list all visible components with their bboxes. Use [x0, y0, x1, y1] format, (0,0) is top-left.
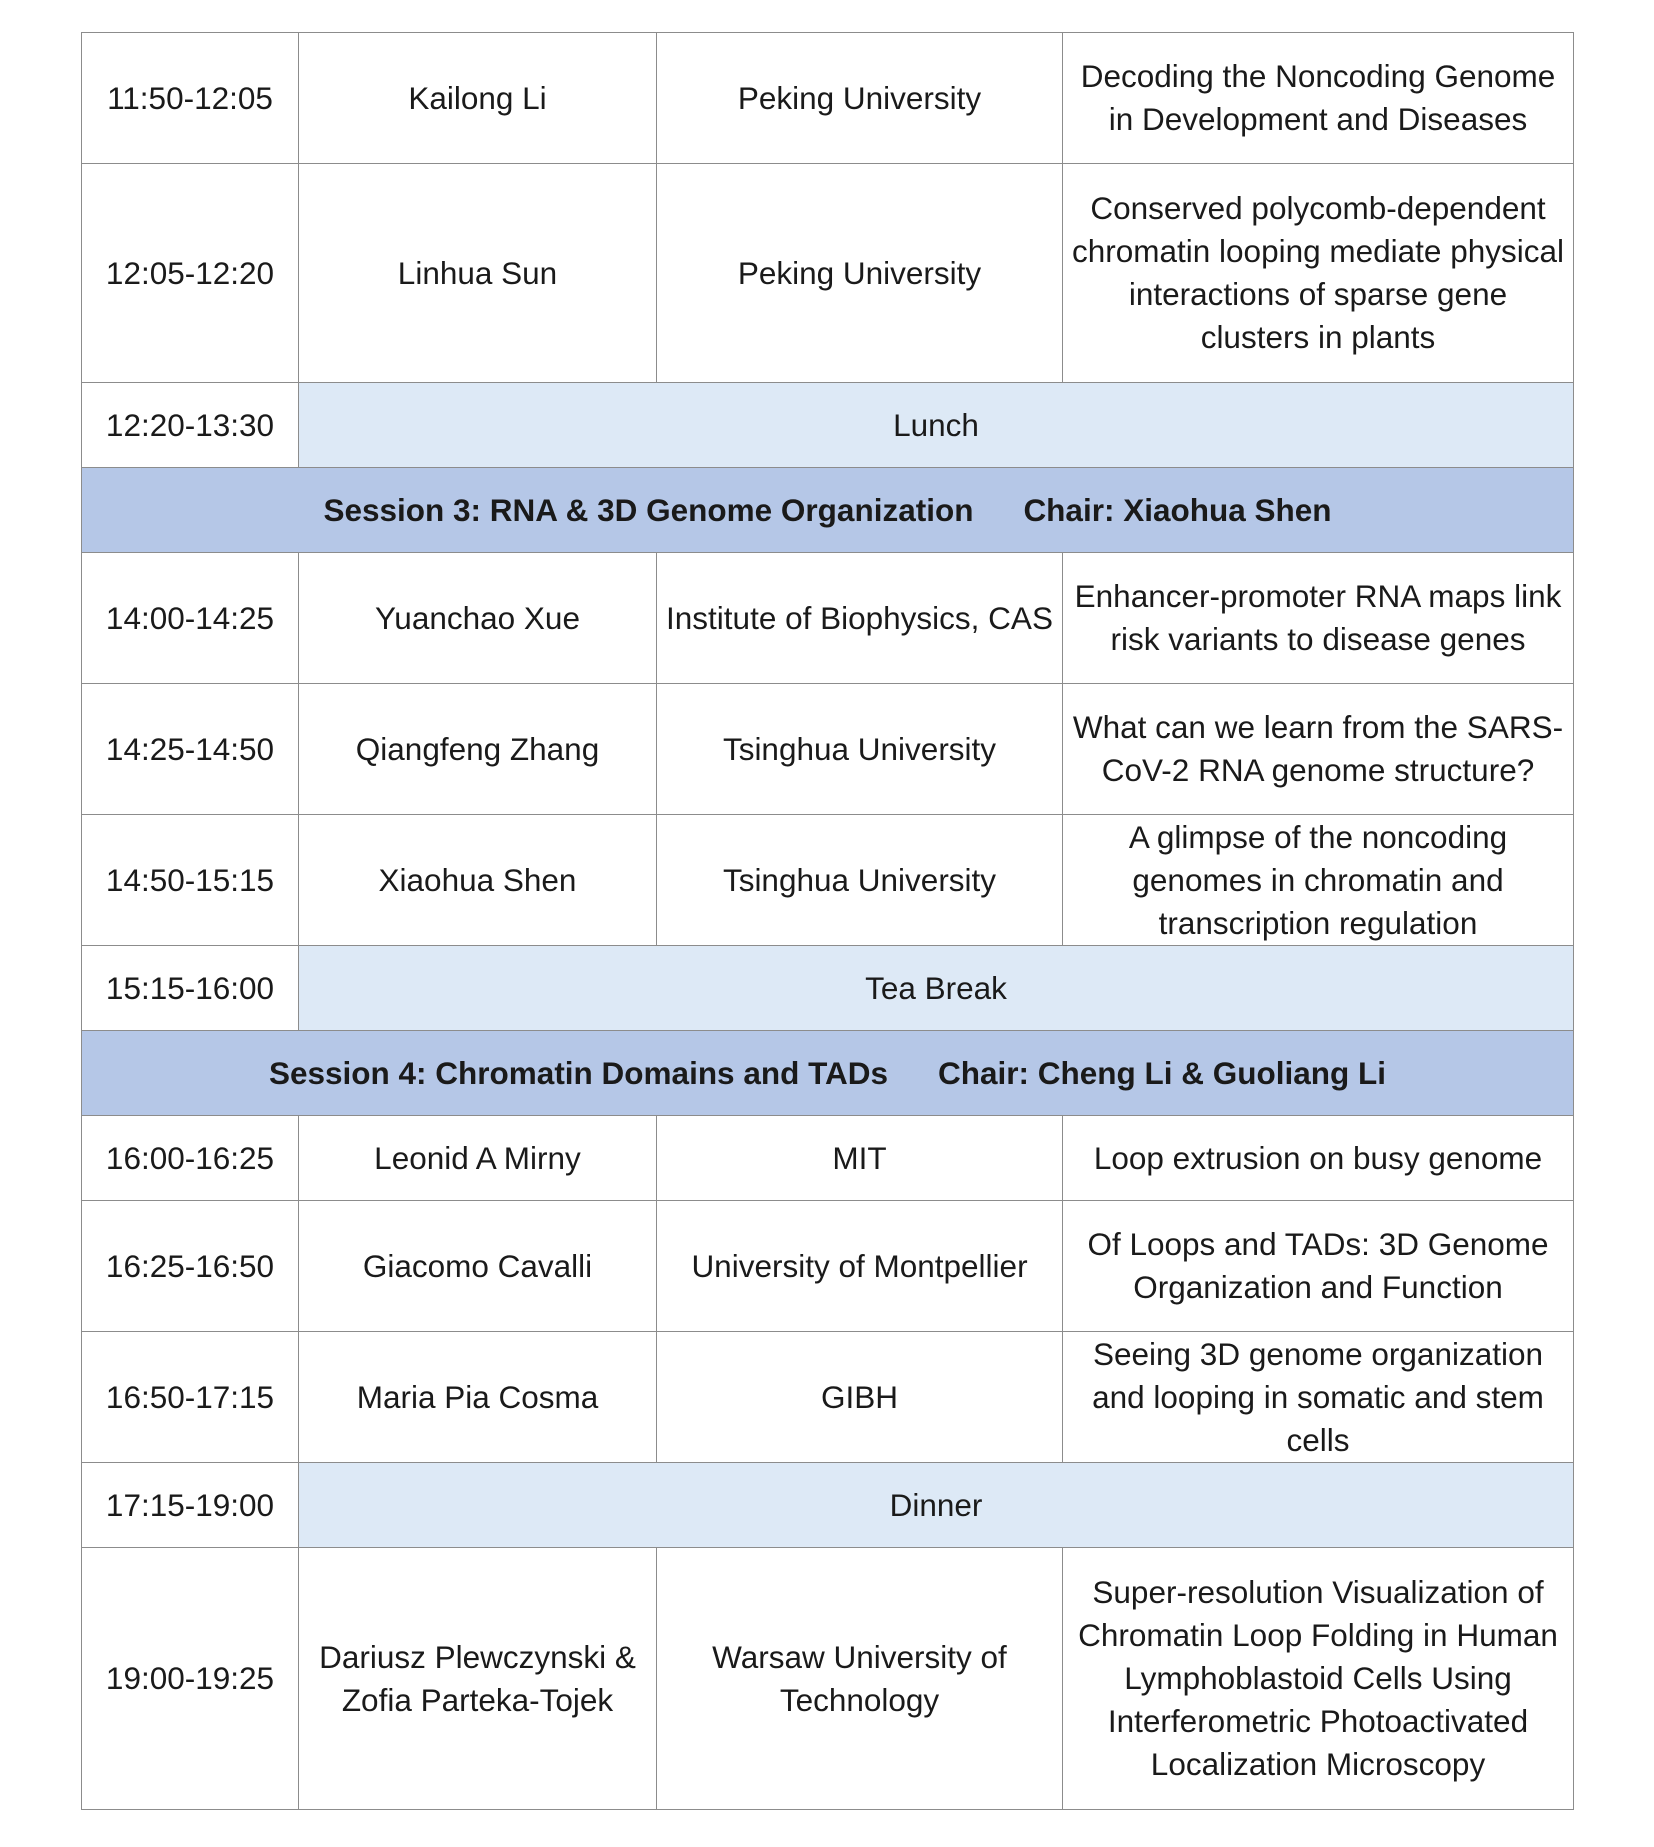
session-header: [82, 468, 1574, 553]
talk-row: [82, 815, 1574, 946]
talk-row: [82, 1116, 1574, 1201]
talk-title-cell: What can we learn from the SARS-CoV-2 RNA genome structure?: [1063, 684, 1574, 815]
time-cell: 14:00-14:25: [82, 553, 299, 684]
talk-row: [82, 684, 1574, 815]
session-title: Session 4: Chromatin Domains and TADs: [268, 1054, 889, 1091]
affiliation-cell: GIBH: [657, 1332, 1063, 1463]
session-chair: Chair: Cheng Li & Guoliang Li: [938, 1054, 1386, 1091]
schedule-table: [81, 32, 1574, 1810]
time-cell: 12:20-13:30: [82, 383, 299, 468]
speaker-cell: Linhua Sun: [299, 164, 657, 383]
talk-title-cell: A glimpse of the noncoding genomes in chromatin and transcription regulation: [1063, 815, 1574, 946]
talk-row: [82, 1201, 1574, 1332]
speaker-cell: Maria Pia Cosma: [299, 1332, 657, 1463]
talk-title-cell: Seeing 3D genome organization and looping in somatic and stem cells: [1063, 1332, 1574, 1463]
speaker-cell: Qiangfeng Zhang: [299, 684, 657, 815]
speaker-cell: Yuanchao Xue: [299, 553, 657, 684]
affiliation-cell: University of Montpellier: [657, 1201, 1063, 1332]
talk-title-cell: Conserved polycomb-dependent chromatin looping mediate physical interactions of sparse gene clusters in plants: [1063, 164, 1574, 383]
break-label: Tea Break: [299, 946, 1574, 1031]
affiliation-cell: MIT: [657, 1116, 1063, 1201]
break-label: Dinner: [299, 1463, 1574, 1548]
time-cell: 16:00-16:25: [82, 1116, 299, 1201]
break-row: [82, 383, 1574, 468]
break-row: [82, 1463, 1574, 1548]
talk-row: [82, 164, 1574, 383]
time-cell: 11:50-12:05: [82, 33, 299, 164]
session-header: [82, 1031, 1574, 1116]
time-cell: 19:00-19:25: [82, 1548, 299, 1810]
session-title: Session 3: RNA & 3D Genome Organization: [323, 491, 974, 528]
session-chair: Chair: Xiaohua Shen: [1023, 491, 1332, 528]
time-cell: 15:15-16:00: [82, 946, 299, 1031]
talk-row: [82, 33, 1574, 164]
affiliation-cell: Tsinghua University: [657, 684, 1063, 815]
time-cell: 14:25-14:50: [82, 684, 299, 815]
talk-title-cell: Decoding the Noncoding Genome in Development and Diseases: [1063, 33, 1574, 164]
speaker-cell: Dariusz Plewczynski & Zofia Parteka-Tojek: [299, 1548, 657, 1810]
time-cell: 12:05-12:20: [82, 164, 299, 383]
speaker-cell: Leonid A Mirny: [299, 1116, 657, 1201]
affiliation-cell: Warsaw University of Technology: [657, 1548, 1063, 1810]
talk-row: [82, 1548, 1574, 1810]
session-header-row: [82, 468, 1574, 553]
speaker-cell: Kailong Li: [299, 33, 657, 164]
schedule-page: [81, 32, 1573, 1810]
talk-title-cell: Super-resolution Visualization of Chromatin Loop Folding in Human Lymphoblastoid Cells Using Interferometric Photoactivated Localization Microscopy: [1063, 1548, 1574, 1810]
affiliation-cell: Peking University: [657, 33, 1063, 164]
time-cell: 16:25-16:50: [82, 1201, 299, 1332]
talk-title-cell: Loop extrusion on busy genome: [1063, 1116, 1574, 1201]
time-cell: 14:50-15:15: [82, 815, 299, 946]
session-header-row: [82, 1031, 1574, 1116]
talk-title-cell: Enhancer-promoter RNA maps link risk variants to disease genes: [1063, 553, 1574, 684]
talk-row: [82, 1332, 1574, 1463]
talk-row: [82, 553, 1574, 684]
speaker-cell: Xiaohua Shen: [299, 815, 657, 946]
affiliation-cell: Peking University: [657, 164, 1063, 383]
affiliation-cell: Tsinghua University: [657, 815, 1063, 946]
affiliation-cell: Institute of Biophysics, CAS: [657, 553, 1063, 684]
time-cell: 16:50-17:15: [82, 1332, 299, 1463]
break-label: Lunch: [299, 383, 1574, 468]
time-cell: 17:15-19:00: [82, 1463, 299, 1548]
talk-title-cell: Of Loops and TADs: 3D Genome Organization and Function: [1063, 1201, 1574, 1332]
speaker-cell: Giacomo Cavalli: [299, 1201, 657, 1332]
break-row: [82, 946, 1574, 1031]
